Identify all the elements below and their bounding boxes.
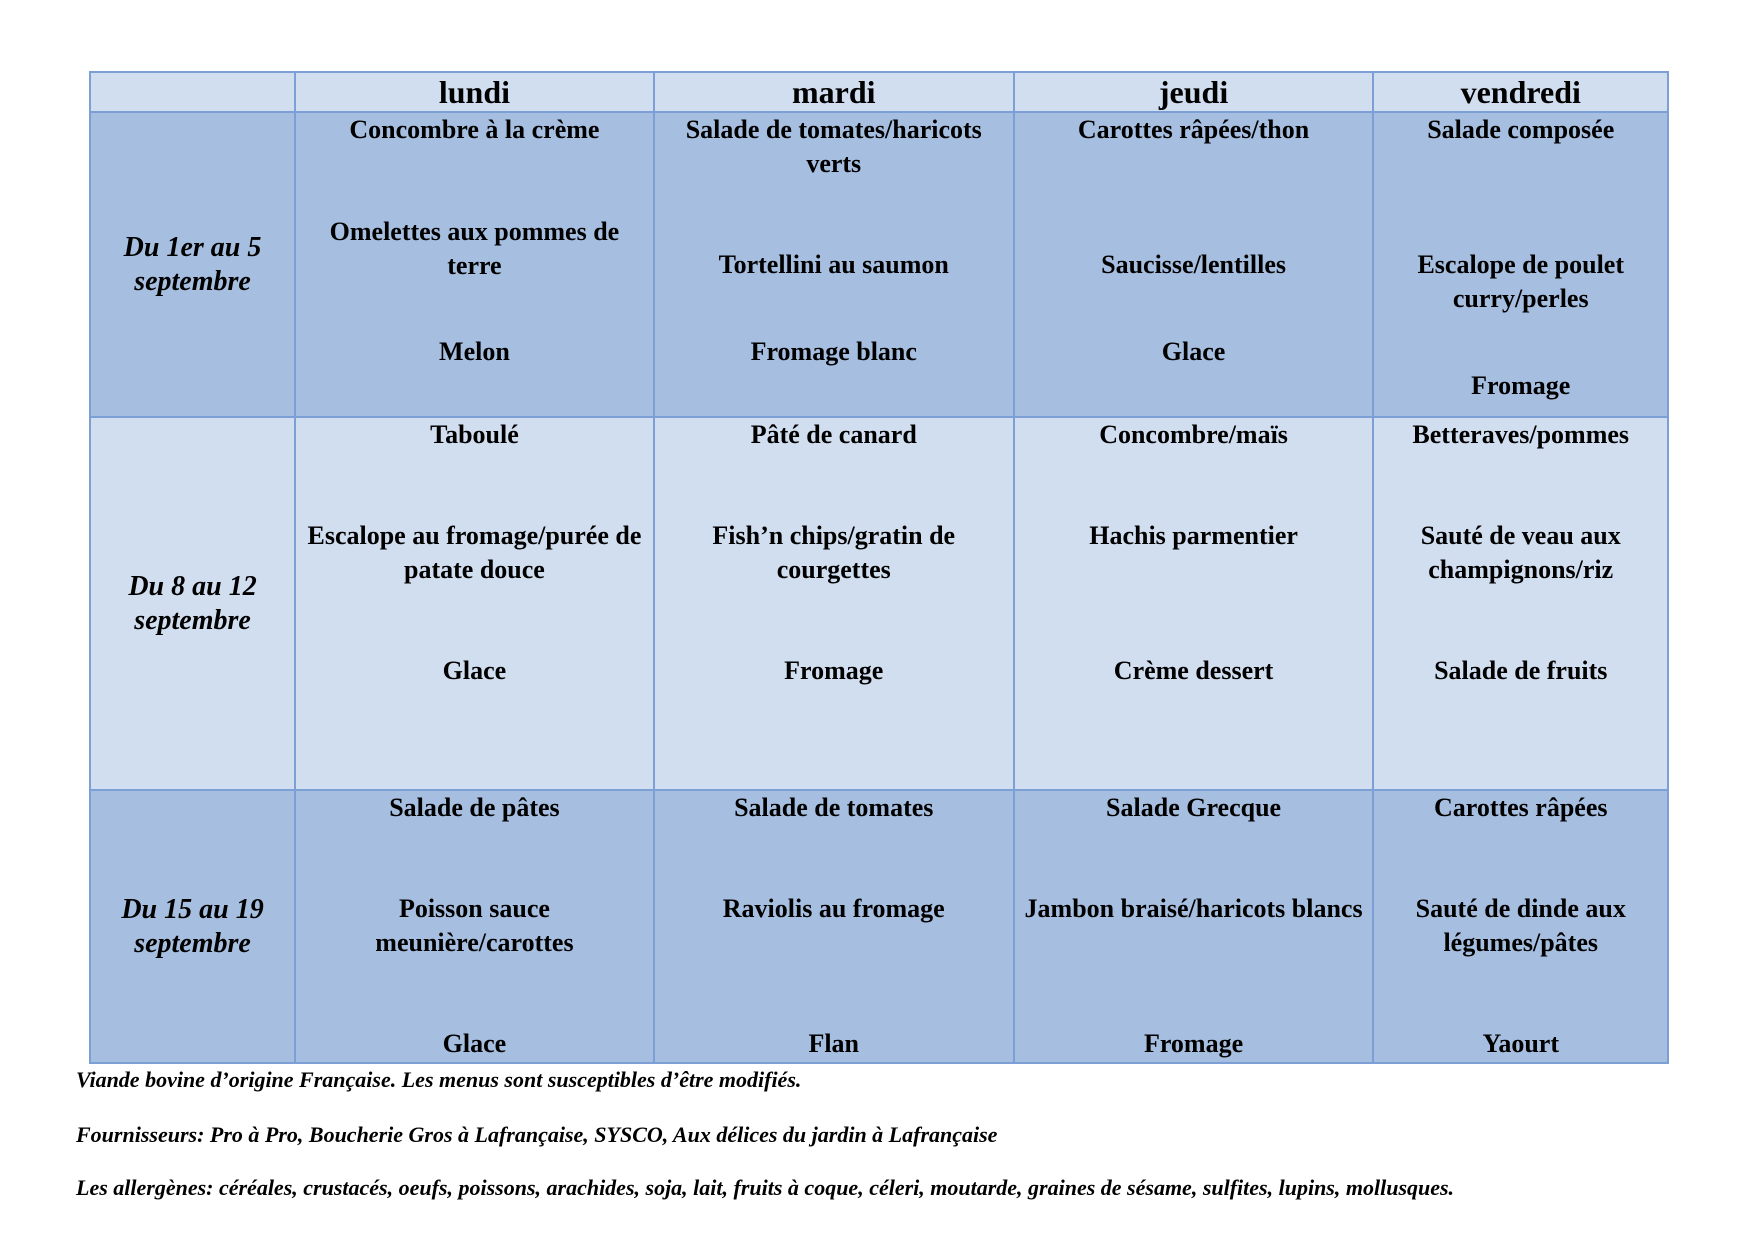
note-origin: Viande bovine d’origine Française. Les menus sont susceptibles d’être modifiés.: [76, 1067, 802, 1092]
plat-text: Escalope au fromage/purée de patate douce: [307, 521, 642, 584]
entree-text: Salade de tomates: [734, 793, 934, 822]
entree-text: Concombre à la crème: [349, 115, 600, 144]
day-cell-lundi: [295, 112, 654, 417]
plat-text: Poisson sauce meunière/carottes: [375, 894, 574, 957]
header-mardi: mardi: [654, 72, 1014, 112]
week-row-1: [90, 112, 1668, 417]
entree-text: Pâté de canard: [750, 420, 917, 449]
entree-text: Salade de pâtes: [389, 793, 560, 822]
week-row-3: [90, 790, 1668, 1063]
day-cell-mardi: [654, 112, 1014, 417]
header-row: [90, 72, 1668, 112]
dessert-text: Fromage: [1143, 1029, 1244, 1058]
dessert-text: Salade de fruits: [1434, 656, 1608, 685]
day-cell-mardi: [654, 417, 1014, 790]
entree-text: Carottes râpées: [1433, 793, 1608, 822]
plat-text: Hachis parmentier: [1089, 521, 1298, 550]
entree-text: Salade Grecque: [1106, 793, 1282, 822]
dessert-text: Fromage: [1471, 371, 1571, 400]
dessert-text: Yaourt: [1482, 1029, 1560, 1058]
week-label: Du 8 au 12 septembre: [90, 417, 295, 790]
header-jeudi: jeudi: [1014, 72, 1374, 112]
dessert-text: Melon: [439, 337, 510, 366]
dessert-text: Glace: [442, 1029, 507, 1058]
day-cell-jeudi: [1014, 417, 1374, 790]
entree-text: Salade de tomates/haricots verts: [685, 115, 982, 178]
entree-text: Betteraves/pommes: [1412, 420, 1630, 449]
day-cell-mardi: [654, 790, 1014, 1063]
plat-text: Omelettes aux pommes de terre: [329, 217, 620, 280]
plat-text: Jambon braisé/haricots blancs: [1024, 894, 1363, 923]
menu-table: [89, 71, 1669, 1064]
plat-text: Sauté de veau aux champignons/riz: [1420, 521, 1621, 584]
plat-text: Sauté de dinde aux légumes/pâtes: [1415, 894, 1626, 957]
plat-text: Fish’n chips/gratin de courgettes: [712, 521, 956, 584]
entree-text: Taboulé: [430, 420, 519, 449]
day-cell-vendredi: [1373, 417, 1668, 790]
day-cell-lundi: [295, 790, 654, 1063]
entree-text: Concombre/maïs: [1099, 420, 1288, 449]
dessert-text: Flan: [808, 1029, 860, 1058]
week-label: Du 1er au 5 septembre: [90, 112, 295, 417]
entree-text: Carottes râpées/thon: [1077, 115, 1310, 144]
day-cell-vendredi: [1373, 112, 1668, 417]
dessert-text: Fromage: [784, 656, 884, 685]
dessert-text: Fromage blanc: [750, 337, 917, 366]
dessert-text: Glace: [442, 656, 507, 685]
plat-text: Saucisse/lentilles: [1101, 250, 1287, 279]
plat-text: Tortellini au saumon: [718, 250, 949, 279]
day-cell-jeudi: [1014, 790, 1374, 1063]
header-lundi: lundi: [295, 72, 654, 112]
note-suppliers: Fournisseurs: Pro à Pro, Boucherie Gros à Lafrançaise, SYSCO, Aux délices du jardin à Lafrançaise: [76, 1122, 998, 1147]
header-vendredi: vendredi: [1373, 72, 1668, 112]
note-allergens: Les allergènes: céréales, crustacés, oeufs, poissons, arachides, soja, lait, fruits à coque, céleri, moutarde, graines de sésame, sulfites, lupins, mollusques.: [76, 1175, 1455, 1200]
plat-text: Raviolis au fromage: [722, 894, 945, 923]
week-row-2: [90, 417, 1668, 790]
entree-text: Salade composée: [1427, 115, 1615, 144]
day-cell-vendredi: [1373, 790, 1668, 1063]
dessert-text: Crème dessert: [1113, 656, 1274, 685]
day-cell-lundi: [295, 417, 654, 790]
dessert-text: Glace: [1161, 337, 1226, 366]
header-corner: [90, 72, 295, 112]
week-label: Du 15 au 19 septembre: [90, 790, 295, 1063]
plat-text: Escalope de poulet curry/perles: [1417, 250, 1625, 313]
day-cell-jeudi: [1014, 112, 1374, 417]
